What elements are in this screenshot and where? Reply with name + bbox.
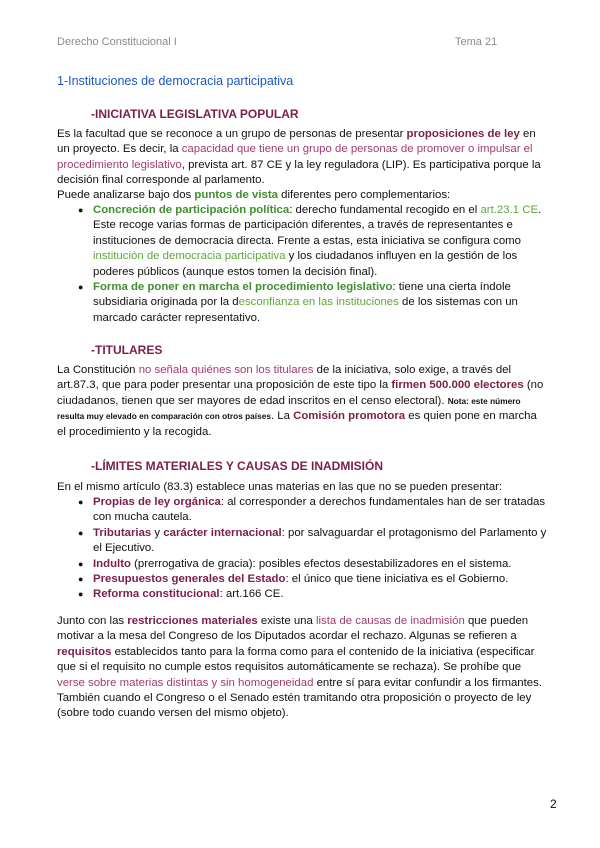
highlight-proposiciones: proposiciones de ley bbox=[406, 128, 520, 140]
paragraph-limites-intro: En el mismo artículo (83.3) establece unas materias en las que no se pueden presentar: bbox=[57, 481, 503, 493]
highlight-capacidad: capacidad que tiene un grupo de personas de promover o impulsar el procedimiento legislativo bbox=[57, 143, 533, 171]
list-item: ● Forma de poner en marcha el procedimiento legislativo: tiene una cierta índole subsidiaria originada por la desconfianza en las instituciones de los sistemas con un marcado carácter representativo. bbox=[78, 280, 556, 326]
list-puntos-de-vista bbox=[78, 203, 556, 326]
list-item: ● Propias de ley orgánica: al corresponder a derechos fundamentales han de ser tratadas con mucha cautela. bbox=[78, 495, 556, 526]
paragraph-titulares: La Constitución no señala quiénes son los titulares de la iniciativa, solo exige, a través del art.87.3, que para poder presentar una proposición de este tipo la firmen 500.000 electores (no ciudadanos, tienen que ser mayores de edad inscritos en el censo electoral). Nota: este número resulta muy elevado en comparación con otros países. La Comisión promotora es quien pone en marcha el procedimiento y la recogida. bbox=[57, 364, 544, 438]
paragraph-inadmision: Junto con las restricciones materiales existe una lista de causas de inadmisión que pueden motivar a la mesa del Congreso de los Diputados acordar el rechazo. Algunas se refieren a requisitos establecidos tanto para la forma como para el contenido de la iniciativa (especificar que si el requisito no cumple estos requisitos automáticamente se rechaza). Se prohíbe que verse sobre materias distintas y sin homogeneidad entre sí para evitar confundir a los firmantes. También cuando el Congreso o el Senado estén tramitando otra proposición o proyecto de ley (sobre todo cuando versen del mismo objeto). bbox=[57, 615, 542, 720]
heading-titulares: -TITULARES bbox=[91, 343, 163, 357]
note-text: Nota: este número resulta muy elevado en comparación con otros países bbox=[57, 395, 521, 422]
section-title: 1-Instituciones de democracia participativa bbox=[57, 74, 294, 88]
page-number: 2 bbox=[550, 797, 557, 811]
list-limites bbox=[78, 495, 556, 603]
list-item: ● Tributarias y carácter internacional: por salvaguardar el protagonismo del Parlamento y el Ejecutivo. bbox=[78, 526, 556, 557]
list-item: ● Concreción de participación política: derecho fundamental recogido en el art.23.1 CE. Este recoge varias formas de participación diferentes, a través de representantes e instituciones de democracia directa. Frente a estas, esta iniciativa se configura como institución de democracia participativa y los ciudadanos influyen en la gestión de los poderes públicos (aunque estos tomen la decisión final). bbox=[78, 203, 556, 280]
heading-limites: -LÍMITES MATERIALES Y CAUSAS DE INADMISIÓN bbox=[91, 459, 384, 473]
header-subject: Derecho Constitucional I bbox=[57, 36, 177, 48]
paragraph-definition: Es la facultad que se reconoce a un grupo de personas de presentar proposiciones de ley en un proyecto. Es decir, la capacidad que tiene un grupo de personas de promover o impulsar el procedimiento legislativo, prevista art. 87 CE y la ley reguladora (LIP). Es participativa porque la decisión final corresponde al parlamento. bbox=[57, 128, 541, 187]
paragraph-puntos: Puede analizarse bajo dos puntos de vista diferentes pero complementarios: bbox=[57, 189, 451, 201]
list-item: ● Reforma constitucional: art.166 CE. bbox=[78, 587, 556, 602]
highlight-puntos-de-vista: puntos de vista bbox=[194, 189, 278, 201]
list-item: ● Presupuestos generales del Estado: el único que tiene iniciativa es el Gobierno. bbox=[78, 572, 556, 587]
list-item: ● Indulto (prerrogativa de gracia): posibles efectos desestabilizadores en el sistema. bbox=[78, 557, 556, 572]
heading-iniciativa: -INICIATIVA LEGISLATIVA POPULAR bbox=[91, 107, 299, 121]
header-topic: Tema 21 bbox=[455, 36, 498, 48]
